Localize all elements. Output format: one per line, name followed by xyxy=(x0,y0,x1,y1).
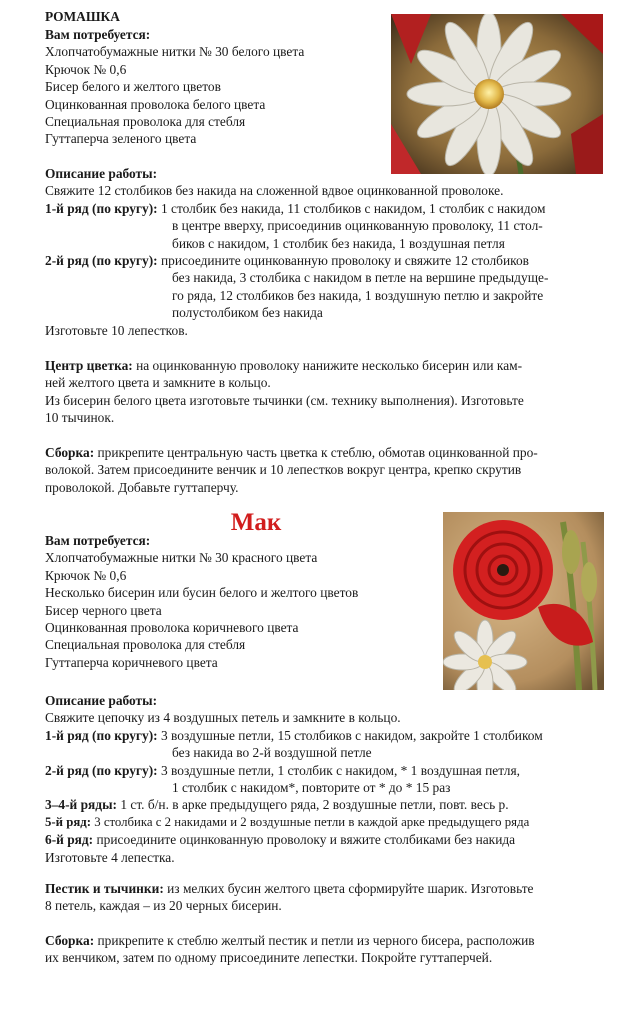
poppy-row2-line: 3 воздушные петли, 1 столбик с накидом, * 1 воздушная петля, xyxy=(160,762,520,778)
daisy-center-line: ней желтого цвета и замкните в кольцо. xyxy=(45,375,271,391)
daisy-row2 xyxy=(45,252,610,322)
daisy-row1-label: 1-й ряд (по кругу): xyxy=(45,200,158,216)
daisy-row2-line: без накида, 3 столбика с накидом в петле на вершине предыдуще- xyxy=(172,270,549,286)
daisy-center-line: на оцинкованную проволоку нанижите несколько бисерин или кам- xyxy=(132,358,523,373)
daisy-photo xyxy=(391,14,603,174)
daisy-assembly-line: проволокой. Добавьте гуттаперчу. xyxy=(45,479,239,495)
poppy-row2 xyxy=(45,762,610,797)
daisy-desc-heading: Описание работы: xyxy=(45,166,158,181)
daisy-row2-line: присоедините оцинкованную проволоку и свяжите 12 столбиков xyxy=(160,253,529,269)
daisy-row1 xyxy=(45,200,610,252)
daisy-material-item: Хлопчатобумажные нитки № 30 белого цвета xyxy=(45,44,305,60)
poppy-assembly-section xyxy=(45,932,610,967)
daisy-center-section xyxy=(45,357,610,427)
poppy-row1 xyxy=(45,727,610,762)
daisy-material-item: Оцинкованная проволока белого цвета xyxy=(45,96,266,112)
poppy-row2-label: 2-й ряд (по кругу): xyxy=(45,762,158,778)
daisy-row1-line: биков с накидом, 1 столбик без накида, 1 воздушная петля xyxy=(172,235,505,251)
daisy-assembly-line: прикрепите центральную часть цветка к стеблю, обмотав оцинкованной про- xyxy=(94,445,538,460)
poppy-material-item: Гуттаперча коричневого цвета xyxy=(45,654,218,670)
poppy-row5-label: 5-й ряд: xyxy=(45,814,92,829)
poppy-material-item: Хлопчатобумажные нитки № 30 красного цвета xyxy=(45,550,318,566)
daisy-material-item: Специальная проволока для стебля xyxy=(45,113,246,129)
poppy-row6-label: 6-й ряд: xyxy=(45,832,94,848)
poppy-make-petals: Изготовьте 4 лепестка. xyxy=(45,849,175,865)
poppy-material-item: Бисер черного цвета xyxy=(45,602,162,618)
daisy-row2-label: 2-й ряд (по кругу): xyxy=(45,253,158,269)
poppy-title: Мак xyxy=(230,509,282,536)
daisy-description xyxy=(45,165,610,339)
poppy-row1-line: без накида во 2-й воздушной петле xyxy=(172,745,372,761)
daisy-make-petals: Изготовьте 10 лепестков. xyxy=(45,322,188,338)
daisy-row2-line: полустолбиком без накида xyxy=(172,305,323,321)
daisy-row1-line: в центре вверху, присоединив оцинкованную проволоку, 11 стол- xyxy=(172,218,543,234)
daisy-assembly-line: волокой. Затем присоедините венчик и 10 лепестков вокруг центра, крепко скрутив xyxy=(45,462,522,478)
poppy-row5-text: 3 столбика с 2 накидами и 2 воздушные петли в каждой арке предыдущего ряда xyxy=(91,814,530,829)
daisy-assembly-label: Сборка: xyxy=(45,445,95,460)
daisy-material-item: Крючок № 0,6 xyxy=(45,61,127,77)
poppy-row2-line: 1 столбик с накидом*, повторите от * до * 15 раз xyxy=(172,780,451,796)
poppy-assembly-line: прикрепите к стеблю желтый пестик и петли из черного бисера, расположив xyxy=(94,933,535,948)
poppy-pistil-section xyxy=(45,880,610,915)
daisy-row2-line: го ряда, 12 столбиков без накида, 1 воздушную петлю и закройте xyxy=(172,287,544,303)
daisy-illustration xyxy=(391,14,603,174)
daisy-stamens-line: Из бисерин белого цвета изготовьте тычинки (см. технику выполнения). Изготовьте xyxy=(45,392,524,408)
daisy-materials-block xyxy=(45,26,375,148)
daisy-title: РОМАШКА xyxy=(45,9,120,24)
poppy-materials-block xyxy=(45,532,435,671)
poppy-row34-text: 1 ст. б/н. в арке предыдущего ряда, 2 воздушные петли, повт. весь р. xyxy=(117,797,509,813)
daisy-row1-line: 1 столбик без накида, 11 столбиков с накидом, 1 столбик с накидом xyxy=(160,200,546,216)
poppy-material-item: Несколько бисерин или бусин белого и желтого цветов xyxy=(45,585,359,601)
daisy-stamens-line: 10 тычинок. xyxy=(45,410,115,426)
daisy-assembly-section xyxy=(45,444,610,496)
poppy-intro: Свяжите цепочку из 4 воздушных петель и замкните в кольцо. xyxy=(45,710,401,726)
poppy-pistil-line: 8 петель, каждая – из 20 черных бисерин. xyxy=(45,898,282,914)
poppy-material-item: Крючок № 0,6 xyxy=(45,567,127,583)
daisy-material-item: Гуттаперча зеленого цвета xyxy=(45,131,197,147)
poppy-row1-label: 1-й ряд (по кругу): xyxy=(45,727,158,743)
poppy-row34-label: 3–4-й ряды: xyxy=(45,797,117,813)
poppy-photo xyxy=(443,512,604,690)
daisy-center-label: Центр цветка: xyxy=(45,358,133,373)
poppy-assembly-line: их венчиком, затем по одному присоедините лепестки. Покройте гуттаперчей. xyxy=(45,950,493,966)
daisy-need-heading: Вам потребуется: xyxy=(45,27,151,42)
poppy-row1-line: 3 воздушные петли, 15 столбиков с накидом, закройте 1 столбиком xyxy=(160,727,543,743)
poppy-pistil-label: Пестик и тычинки: xyxy=(45,881,164,896)
poppy-description xyxy=(45,692,610,866)
daisy-material-item: Бисер белого и желтого цветов xyxy=(45,79,221,95)
poppy-need-heading: Вам потребуется: xyxy=(45,533,151,548)
poppy-pistil-line: из мелких бусин желтого цвета сформируйте шарик. Изготовьте xyxy=(163,881,534,896)
poppy-material-item: Специальная проволока для стебля xyxy=(45,637,246,653)
daisy-intro: Свяжите 12 столбиков без накида на сложенной вдвое оцинкованной проволоке. xyxy=(45,183,504,199)
poppy-assembly-label: Сборка: xyxy=(45,933,95,948)
poppy-illustration xyxy=(443,512,604,690)
poppy-desc-heading: Описание работы: xyxy=(45,693,158,708)
poppy-row6-text: присоедините оцинкованную проволоку и вяжите столбиками без накида xyxy=(93,832,516,848)
poppy-material-item: Оцинкованная проволока коричневого цвета xyxy=(45,619,299,635)
